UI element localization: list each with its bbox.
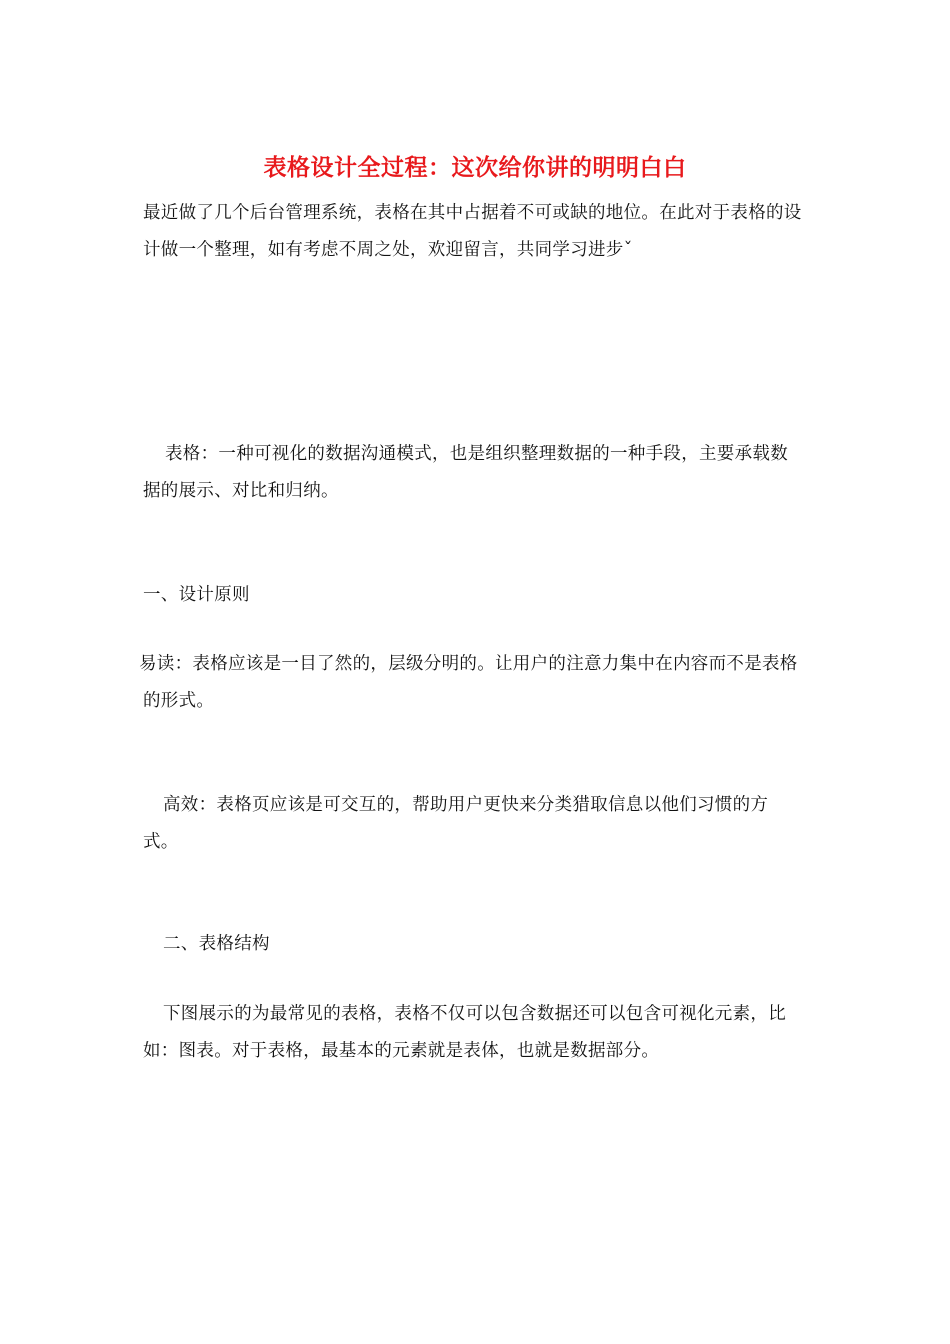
definition-paragraph: 表格：一种可视化的数据沟通模式，也是组织整理数据的一种手段，主要承载数据的展示、对比和归纳。 [143, 444, 788, 501]
structure-paragraph: 下图展示的为最常见的表格，表格不仅可以包含数据还可以包含可视化元素，比如：图表。对于表格，最基本的元素就是表体，也就是数据部分。 [143, 1004, 786, 1061]
section-heading-structure: 二、表格结构 [163, 934, 270, 954]
readable-paragraph: 易读：表格应该是一目了然的，层级分明的。让用户的注意力集中在内容而不是表格的形式。 [139, 654, 798, 711]
intro-paragraph: 最近做了几个后台管理系统，表格在其中占据着不可或缺的地位。在此对于表格的设计做一个整理，如有考虑不周之处，欢迎留言，共同学习进步ˇ [143, 203, 802, 260]
document-title: 表格设计全过程：这次给你讲的明明白白 [263, 154, 687, 181]
section-heading-principles: 一、设计原则 [143, 585, 250, 605]
efficient-paragraph: 高效：表格页应该是可交互的，帮助用户更快来分类猎取信息以他们习惯的方式。 [143, 795, 769, 852]
